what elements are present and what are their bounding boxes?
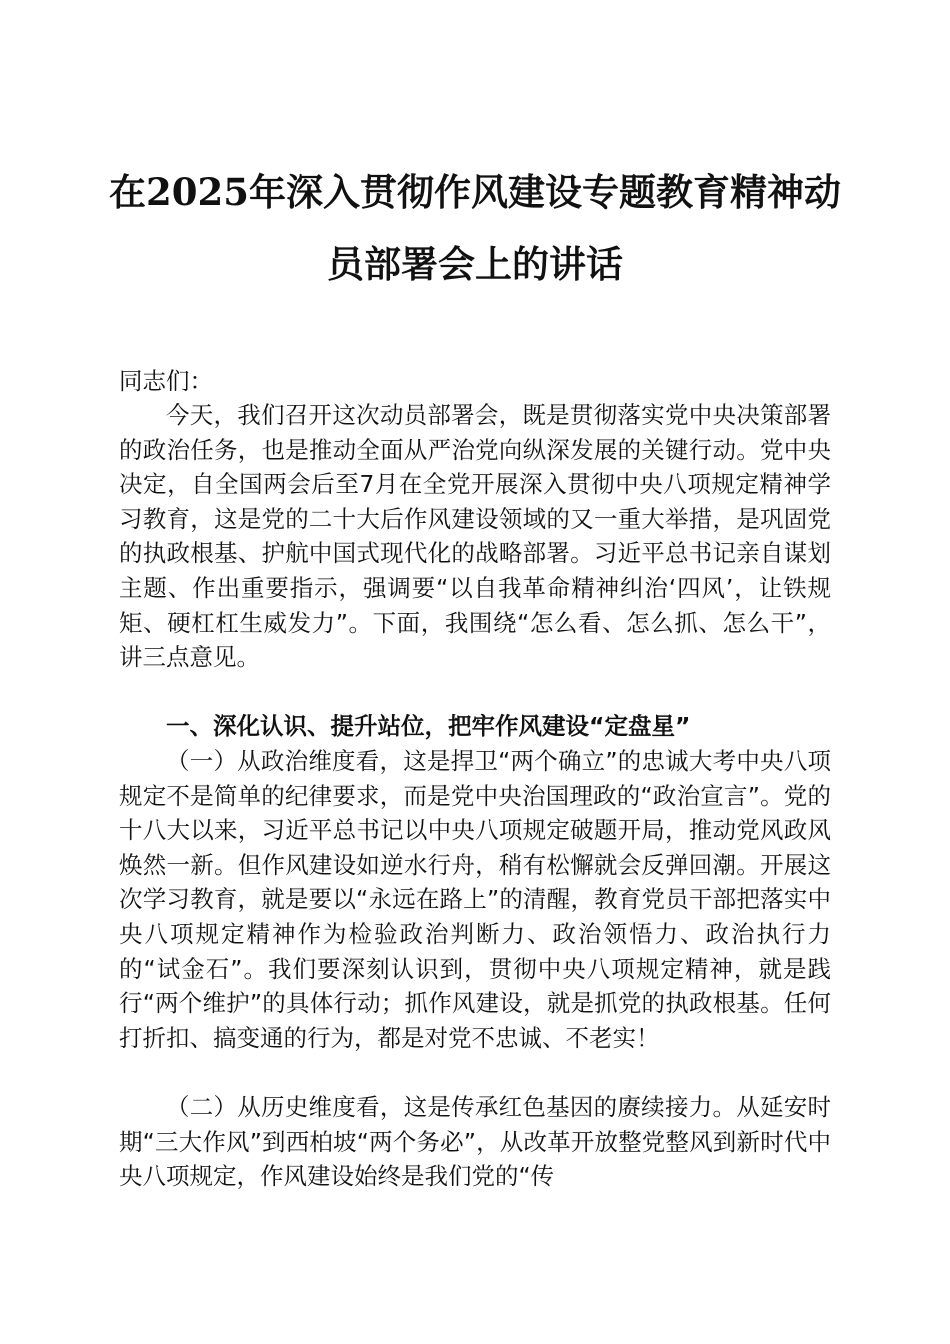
document-title-line-2: 员部署会上的讲话 [327,242,623,286]
section-1-paragraph-1: （一）从政治维度看，这是捍卫“两个确立”的忠诚大考中央八项规定不是简单的纪律要求，而是党中央治国理政的“政治宣言”。党的十八大以来，习近平总书记以中央八项规定破题开局，推动党风政风焕然一新。但作风建设如逆水行舟，稍有松懈就会反弹回潮。开展这次学习教育，就是要以“永远在路上”的清醒，教育党员干部把落实中央八项规定精神作为检验政治判断力、政治领悟力、政治执行力的“试金石”。我们要深刻认识到，贯彻中央八项规定精神，就是践行“两个维护”的具体行动；抓作风建设，就是抓党的执政根基。任何打折扣、搞变通的行为，都是对党不忠诚、不老实！ [119,747,831,1052]
salutation: 同志们： [119,367,213,395]
section-1-paragraph-2: （二）从历史维度看，这是传承红色基因的赓续接力。从延安时期“三大作风”到西柏坡“两个务必”，从改革开放整党整风到新时代中央八项规定，作风建设始终是我们党的“传 [119,1093,831,1191]
document-title-line-1: 在2025年深入贯彻作风建设专题教育精神动 [109,170,841,214]
intro-paragraph: 今天，我们召开这次动员部署会，既是贯彻落实党中央决策部署的政治任务，也是推动全面从严治党向纵深发展的关键行动。党中央决定，自全国两会后至7月在全党开展深入贯彻中央八项规定精神学习教育，这是党的二十大后作风建设领域的又一重大举措，是巩固党的执政根基、护航中国式现代化的战略部署。习近平总书记亲自谋划主题、作出重要指示，强调要“以自我革命精神纠治‘四风’，让铁规矩、硬杠杠生威发力”。下面，我围绕“怎么看、怎么抓、怎么干”，讲三点意见。 [119,401,831,672]
section-1-heading: 一、深化认识、提升站位，把牢作风建设“定盘星” [166,712,691,740]
